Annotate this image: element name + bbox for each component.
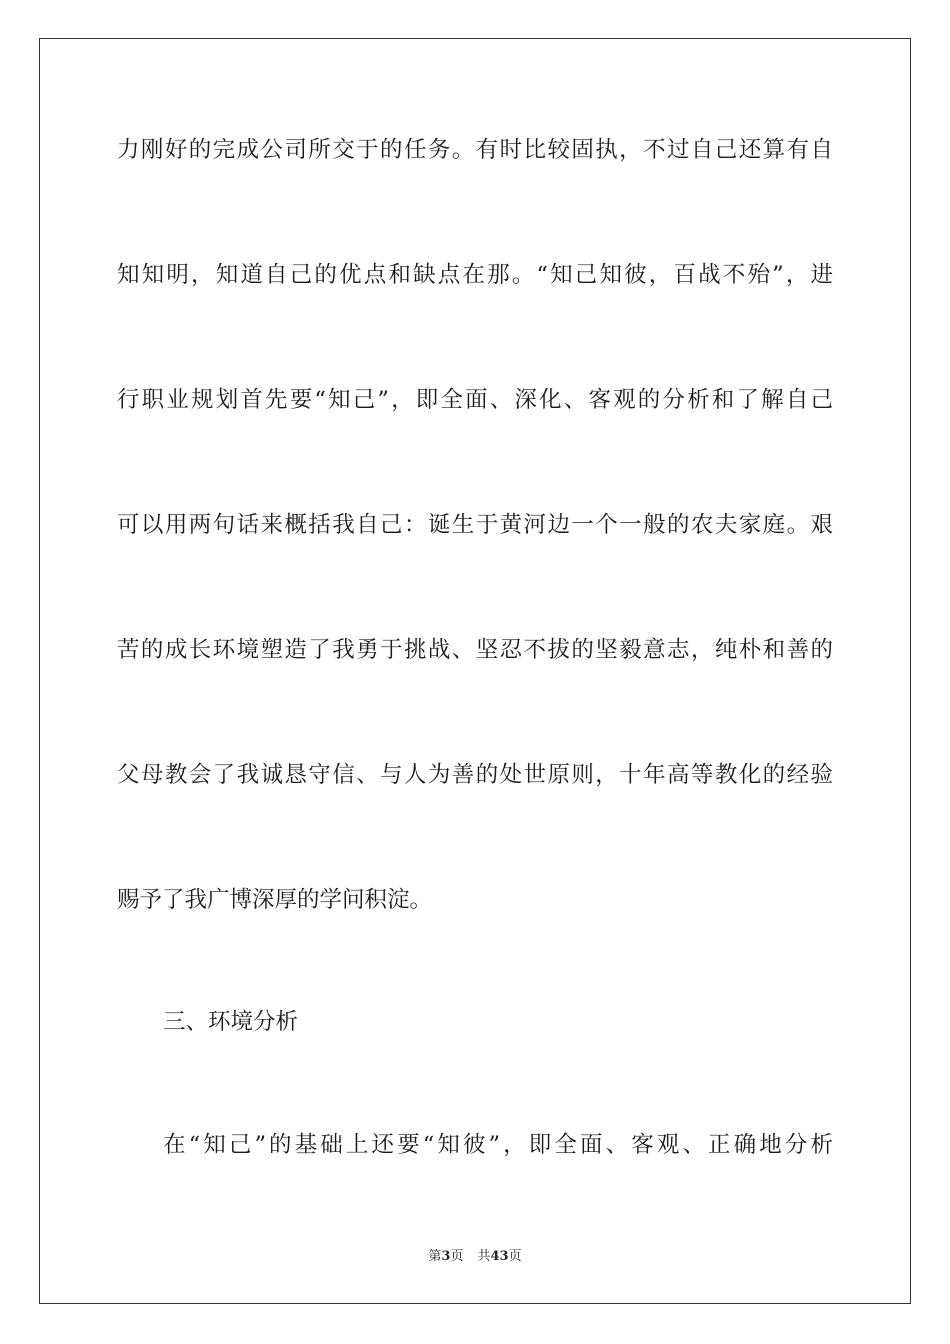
total-prefix: 共 [477, 1249, 491, 1264]
body-text-line: 父母教会了我诚恳守信、与人为善的处世原则，十年高等教化的经验 [117, 762, 833, 788]
total-suffix: 页 [508, 1249, 522, 1264]
page-number: 3 [441, 1249, 451, 1264]
paragraph-first-line: 在“知己”的基础上还要“知彼”，即全面、客观、正确地分析 [163, 1132, 833, 1158]
body-text-line: 赐予了我广博深厚的学问积淀。 [117, 887, 433, 913]
body-text-line: 力刚好的完成公司所交于的任务。有时比较固执，不过自己还算有自 [117, 137, 833, 163]
section-heading: 三、环境分析 [163, 1009, 299, 1035]
body-text-line: 苦的成长环境塑造了我勇于挑战、坚忍不拔的坚毅意志，纯朴和善的 [117, 637, 833, 663]
body-text-line: 知知明，知道自己的优点和缺点在那。“知己知彼，百战不殆”，进 [117, 262, 833, 288]
page-border [39, 38, 911, 1304]
body-text-line: 可以用两句话来概括我自己：诞生于黄河边一个一般的农夫家庭。艰 [117, 512, 833, 538]
page-footer [0, 1248, 950, 1266]
total-pages: 43 [490, 1249, 509, 1264]
page-prefix: 第 [428, 1249, 442, 1264]
body-text-line: 行职业规划首先要“知己”，即全面、深化、客观的分析和了解自己 [117, 387, 833, 413]
page-suffix: 页 [450, 1249, 464, 1264]
